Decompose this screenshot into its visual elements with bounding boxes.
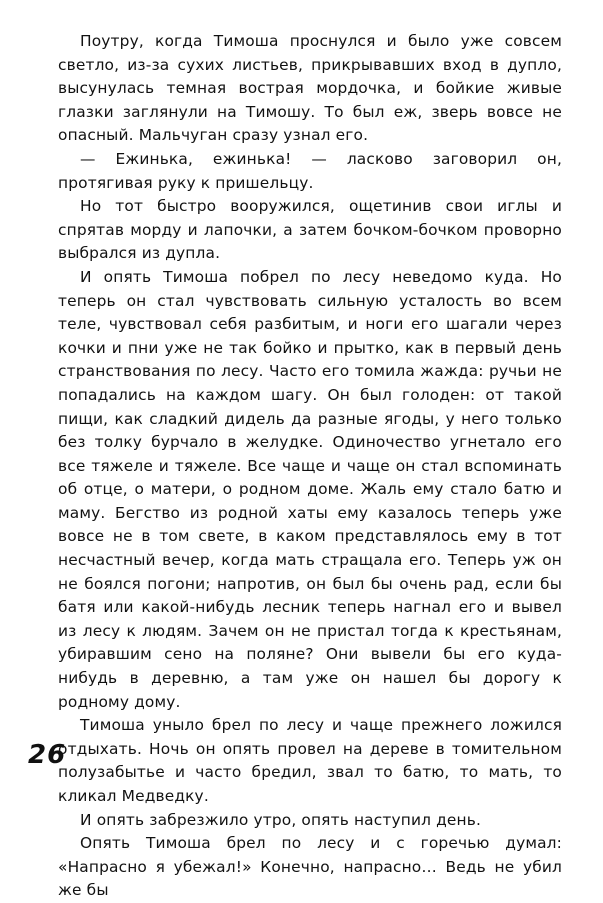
paragraph-5: Тимоша уныло брел по лесу и чаще прежнего ложился отдыхать. Ночь он опять провел на дереве в томительном полузабытье и часто бредил, звал то батю, то мать, то кликал Медведку. — [58, 716, 562, 805]
paragraph-3: Но тот быстро вооружился, ощетинив свои иглы и спрятав морду и лапочки, а затем бочком-бочком проворно выбрался из дупла. — [58, 197, 562, 263]
body-text — [58, 30, 562, 903]
paragraph-6: И опять забрезжило утро, опять наступил день. — [80, 810, 482, 829]
paragraph-2: — Ежинька, ежинька! — ласково заговорил он, протягивая руку к пришельцу. — [58, 149, 562, 192]
paragraph-1: Поутру, когда Тимоша проснулся и было уже совсем светло, из-за сухих листьев, прикрывавших вход в дупло, высунулась темная вострая мордочка, и бойкие живые глазки заглянули на Тимошу. То был еж, зверь вовсе не опасный. Мальчуган сразу узнал его. — [58, 32, 562, 145]
paragraph-4: И опять Тимоша побрел по лесу неведомо куда. Но теперь он стал чувствовать сильную усталость во всем теле, чувствовал себя разбитым, и ноги его шагали через кочки и пни уже не так бойко и прытко, как в первый день странствования по лесу. Часто его томила жажда: ручьи не попадались на каждом шагу. Он был голоден: от такой пищи, как сладкий дидель да разные ягоды, у него только без толку бурчало в желудке. Одиночество угнетало его все тяжеле и тяжеле. Все чаще и чаще он стал вспоминать об отце, о матери, о родном доме. Жаль ему стало батю и маму. Бегство из родной хаты ему казалось теперь уже вовсе не в том свете, в каком представлялось ему в тот несчастный вечер, когда мать стращала его. Теперь уж он не боялся погони; напротив, он был бы очень рад, если бы батя или какой-нибудь лесник теперь нагнал его и вывел из лесу к людям. Зачем он не пристал тогда к крестьянам, убиравшим сено на поляне? Они вывели бы его куда-нибудь в деревню, а там уже он нашел бы дорогу к родному дому. — [58, 267, 562, 711]
page-number: 26 — [28, 740, 67, 770]
paragraph-7: Опять Тимоша брел по лесу и с горечью думал: «Напрасно я убежал!» Конечно, напрасно… Ведь не убил же бы — [58, 834, 562, 900]
